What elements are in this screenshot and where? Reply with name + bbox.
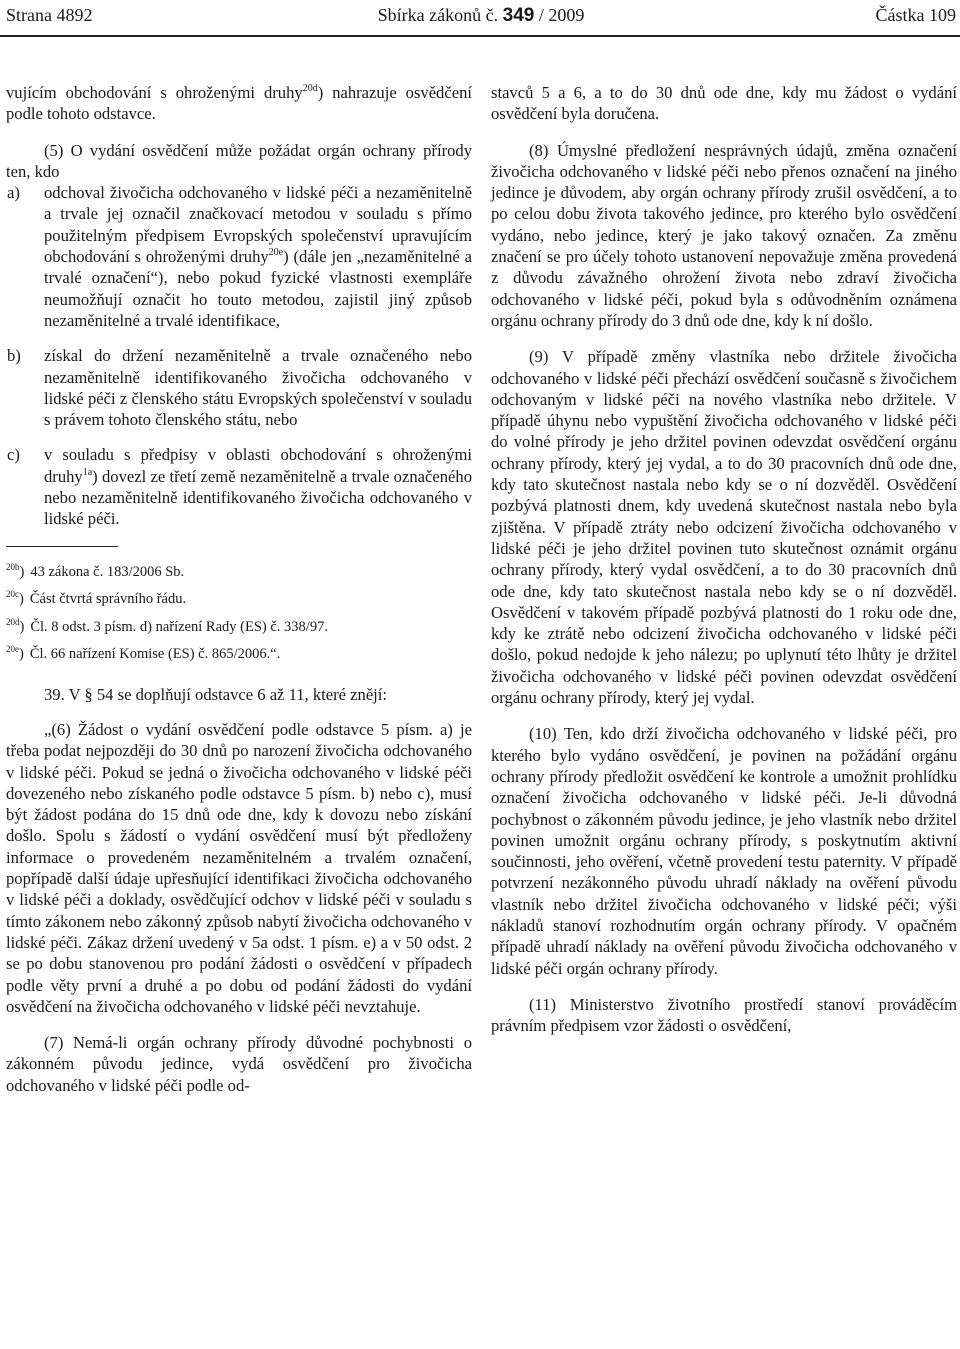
list-item-a	[6, 182, 472, 331]
footnote-text: Část čtvrtá správního řádu.	[29, 591, 187, 608]
continuation-paragraph: stavců 5 a 6, a to do 30 dnů ode dne, kdy mu žádost o vydání osvědčení byla doručena.	[491, 83, 957, 124]
item-label: a)	[7, 183, 20, 203]
footnote: $^{20d}$) Čl. 8 odst. 3 písm. d) nařízení Rady (ES) č. 338/97.	[6, 616, 328, 635]
paragraph-8: (8) Úmyslné předložení nesprávných údajů, změna označení živočicha odchovaného v lidské péči nebo přenos označení na jiného jedince je důvodem, aby orgán ochrany přírody zrušil osvědčení, a to po celou dobu života takového jedince, pro kterého bylo osvědčení vydáno, nebo jedince, který je jako takový označen. Za změnu značení se pro účely tohoto ustanovení nepovažuje změna provedená z důvodu závažného ohrožení života nebo zdraví živočicha odchovaného v lidské péči, pokud byla s odůvodněním oznámena orgánu ochrany přírody do 3 dnů ode dne, kdy k ní došlo.	[491, 140, 957, 330]
text-segment: v souladu s předpisy v oblasti obchodování s ohroženými druhy	[44, 445, 472, 486]
footnote-text: 43 zákona č. 183/2006 Sb.	[30, 563, 185, 580]
paragraph-5: (5) O vydání osvědčení může požádat orgán ochrany přírody ten, kdo	[6, 140, 472, 181]
footnote-text: Čl. 8 odst. 3 písm. d) nařízení Rady (ES) č. 338/97.	[30, 618, 328, 635]
footnotes	[6, 559, 472, 669]
footnote: $^{20e}$) Čl. 66 nařízení Komise (ES) č. 865/2006.“.	[6, 644, 281, 663]
footnote-mark: 20d	[6, 616, 20, 627]
item-text: získal do držení nezaměnitelně a trvale označeného nebo nezaměnitelně identifikovaného živočicha odchovaného v lidské péči z členského státu Evropských společenství v souladu s právem tohoto členského státu, nebo	[44, 346, 472, 430]
paragraph-10: (10) Ten, kdo drží živočicha odchovaného v lidské péči, pro kterého bylo vydáno osvědčení, je povinen na požádání orgánu ochrany přírody předložit osvědčení ke kontrole a umožnit prohlídku označení živočicha odchovaného v lidské péči. Je-li důvodná pochybnost o zákonném původu jedince, je jeho vlastník nebo držitel povinen umožnit orgánu ochrany přírody, s poskytnutím aktivní součinnosti, jeho ověření, včetně provedení testu paternity. V případě potvrzení nezákonného původu uhradí náklady na ověření původu vlastník nebo držitel živočicha odchovaného v lidské péči; výši nákladů stanoví rozhodnutím orgán ochrany přírody. V opačném případě uhradí náklady na ověření původu živočicha odchovaného v lidské péči orgán ochrany přírody.	[491, 724, 957, 978]
inserted-text	[6, 719, 472, 1096]
right-column	[491, 82, 957, 1036]
footnote-mark: 20b	[6, 561, 20, 572]
collection-title	[6, 2, 956, 29]
page-header	[6, 2, 956, 34]
continuation-paragraph	[6, 82, 472, 125]
text-segment: ) nahrazuje osvědčení podle tohoto odstavce.	[6, 83, 472, 124]
text-segment: vujícím obchodování s ohroženými druhy	[6, 83, 303, 102]
footnote-mark: 20e	[6, 644, 19, 655]
amendment-point-39: 39. V § 54 se doplňují odstavce 6 až 11, které znějí:	[44, 684, 388, 704]
paragraph-9: (9) V případě změny vlastníka nebo držitele živočicha odchovaného v lidské péči přechází osvědčení současně s živočichem odchovaným v lidské péči na nového vlastníka nebo držitele. V případě úhynu nebo vypuštění živočicha odchovaného v lidské péči do volné přírody je jeho držitel povinen odevzdat osvědčení orgánu ochrany přírody, který jej vydal, a to do 30 pracovních dnů ode dne, kdy tato skutečnost nastala nebo kdy se o ní dozvěděl. Osvědčení pozbývá platnosti dnem, kdy uvedená skutečnost nastala nebo byla zjištěna. V případě ztráty nebo odcizení živočicha odchovaného v lidské péči je jeho držitel povinen tuto skutečnost oznámit orgánu ochrany přírody, který vydal osvědčení, a to do 30 pracovních dnů ode dne, kdy tato skutečnost nastala nebo kdy se o ní dozvěděl. Osvědčení v takovém případě pozbývá platnosti do 1 roku ode dne, kdy ke ztrátě nebo odcizení živočicha odchovaného v lidské péči došlo, pokud nedojde k jeho nálezu; po uplynutí této lhůty je držitel živočicha odchovaného v lidské péči povinen odevzdat osvědčení orgánu ochrany přírody, který jej vydal.	[491, 347, 957, 708]
item-text	[27, 444, 472, 529]
text-segment: odchoval živočicha odchovaného v lidské péči a nezaměnitelně a trvale jej označil značkovací metodou v souladu s přímo použitelným předpisem Evropských společenství upravujícím obchodování s ohroženými druhy	[44, 183, 472, 267]
list-item-c	[6, 444, 472, 529]
footnote-divider	[6, 546, 118, 547]
paragraph-7: (7) Nemá-li orgán ochrany přírody důvodné pochybnosti o zákonném původu jedince, vydá osvědčení pro živočicha odchovaného v lidské péči podle od-	[6, 1033, 472, 1095]
collection-year: / 2009	[538, 5, 585, 25]
paragraph-6: „(6) Žádost o vydání osvědčení podle odstavce 5 písm. a) je třeba podat nejpozději do 30 dnů po narození živočicha odchovaného v lidské péči. Pokud se jedná o živočicha odchovaného v lidské péči dovezeného nebo získaného podle odstavce 5 písm. b) nebo c), musí být žádost podána do 15 dnů ode dne, kdy k dovozu nebo získání došlo. Spolu s žádostí o vydání osvědčení musí být předloženy informace o provedeném nezaměnitelném a trvalém označení, popřípadě další údaje upřesňující identifikaci živočicha odchovaného v lidské péči a doklady, osvědčující odchov v lidské péči v souladu s tímto zákonem nebo zákonný způsob nabytí živočicha odchovaného v lidské péči. Zákaz držení uvedený v 5a odst. 1 písm. e) a v 50 odst. 2 se po dobu stanovenou pro podání žádosti o osvědčení v případech podle věty první a druhé a po dobu od podání žádosti do vydání osvědčení na živočicha odchovaného v lidské péči nevztahuje.	[6, 719, 472, 1016]
text-segment: ) (dále jen „nezaměnitelné a trvalé označení“), nebo pokud fyzické vlastnosti exempláře neumožňují označit ho touto metodou, zajistil jiný způsob nezaměnitelné a trvalé identifikace,	[44, 247, 472, 330]
footnote: $^{20b}$) 43 zákona č. 183/2006 Sb.	[6, 561, 185, 580]
text-segment: ) dovezl ze třetí země nezaměnitelně a trvale označeného nebo nezaměnitelně identifikovaného živočicha odchovaného v lidské péči.	[44, 466, 472, 529]
item-label: c)	[7, 445, 20, 465]
paragraph-11: (11) Ministerstvo životního prostředí stanoví prováděcím právním předpisem vzor žádosti o osvědčení,	[491, 994, 957, 1036]
collection-number: 349	[502, 5, 535, 26]
footnote-mark: 20c	[6, 589, 19, 600]
item-text	[27, 182, 472, 331]
footnote-ref: 20d	[302, 83, 318, 94]
footnote-ref: 20e	[268, 247, 284, 259]
header-divider	[0, 35, 960, 37]
list-item-b	[6, 345, 472, 430]
item-label: b)	[7, 346, 21, 366]
page-number: Strana 4892	[6, 5, 93, 25]
footnote-ref: 1a	[82, 466, 93, 478]
left-column	[6, 82, 472, 1096]
footnote: $^{20c}$) Část čtvrtá správního řádu.	[6, 589, 187, 608]
collection-prefix: Sbírka zákonů č.	[377, 5, 499, 25]
footnote-text: Čl. 66 nařízení Komise (ES) č. 865/2006.“.	[29, 646, 281, 663]
part-number: Částka 109	[875, 5, 956, 25]
